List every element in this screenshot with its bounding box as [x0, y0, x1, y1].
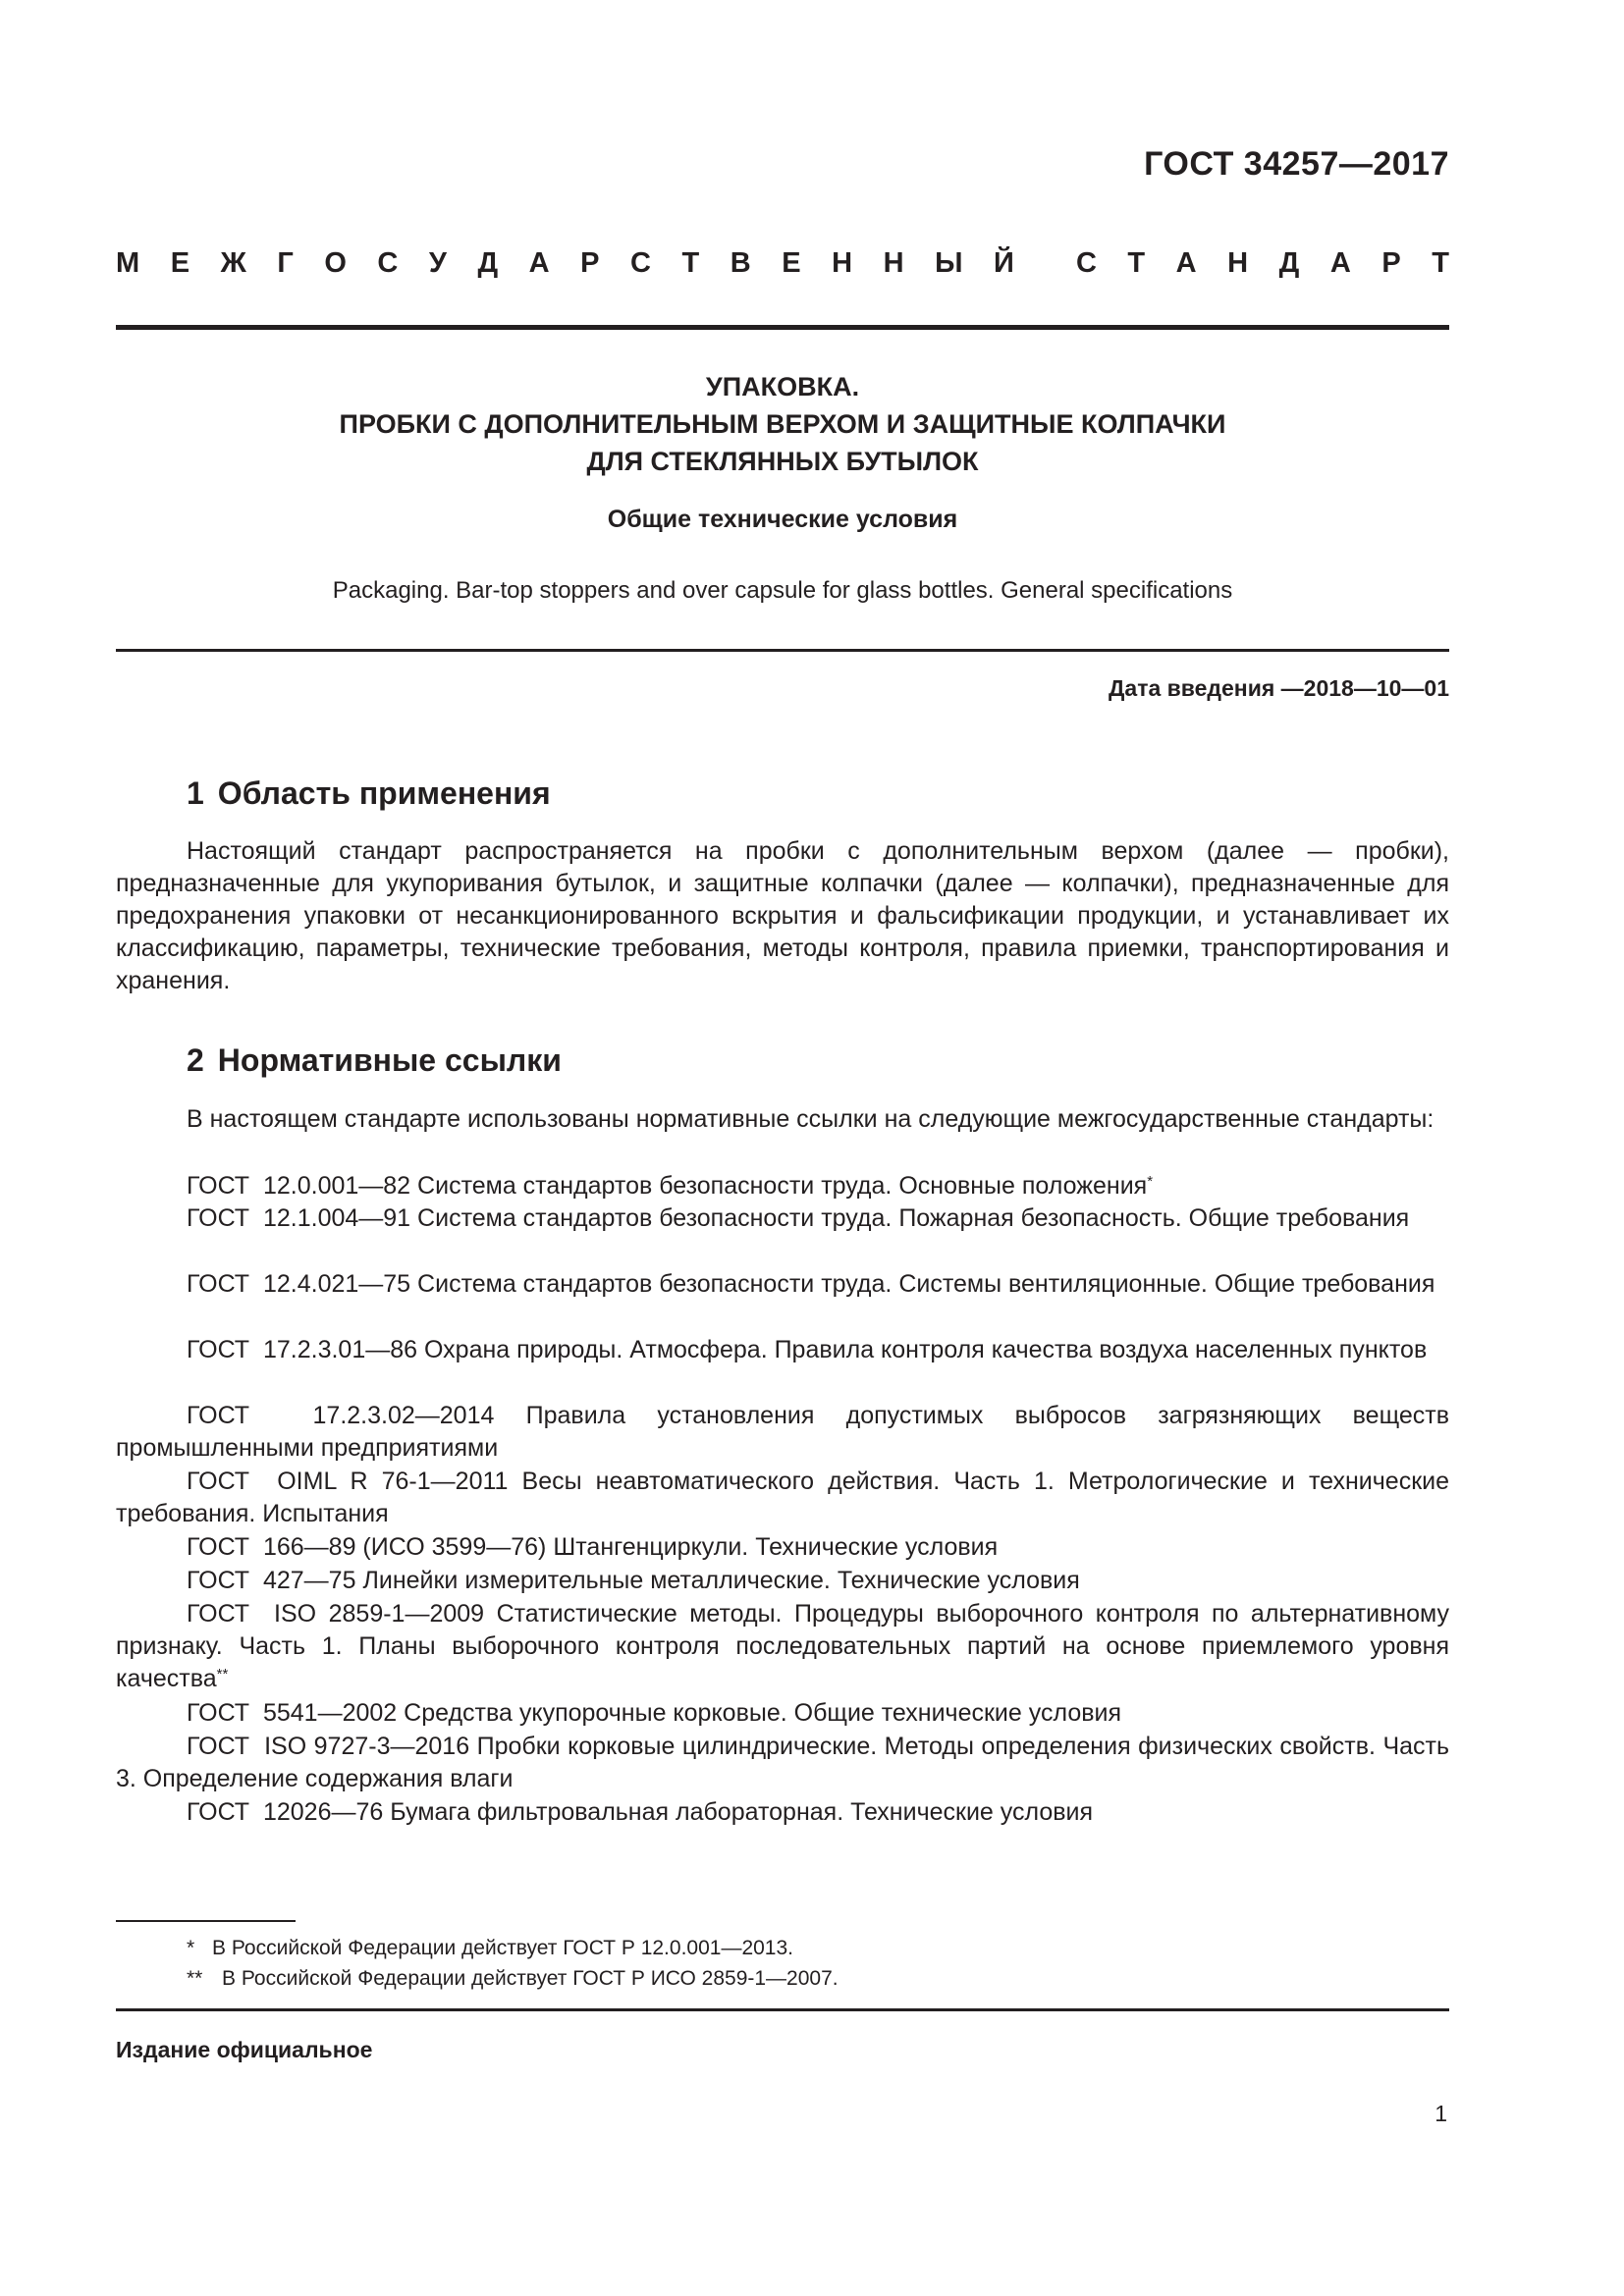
reference-title: Система стандартов безопасности труда. Системы вентиляционные. Общие требования: [417, 1270, 1435, 1298]
title-line-2: ПРОБКИ С ДОПОЛНИТЕЛЬНЫМ ВЕРХОМ И ЗАЩИТНЫЕ КОЛПАЧКИ: [339, 409, 1226, 439]
section-2-title: Нормативные ссылки: [217, 1042, 562, 1078]
document-title: [116, 368, 1449, 480]
banner-letter: С: [630, 247, 651, 279]
footnote-marker: *: [1147, 1173, 1154, 1190]
reference-code: ГОСТ 12.1.004—91: [187, 1204, 411, 1232]
section-1-paragraph: [116, 835, 1449, 997]
reference-code: ГОСТ OIML R 76-1—2011: [187, 1468, 509, 1495]
banner-letter: С: [377, 247, 399, 279]
banner-letter: Н: [1227, 247, 1249, 279]
banner-letter: Д: [1278, 247, 1300, 279]
reference-code: ГОСТ 12.4.021—75: [187, 1270, 411, 1298]
footnote-2-mark: **: [187, 1967, 203, 1990]
banner-letter: Т: [681, 247, 700, 279]
banner-letter: Е: [782, 247, 801, 279]
reference-item: [116, 1400, 1449, 1465]
banner-letter: Ж: [220, 247, 246, 279]
reference-code: ГОСТ 17.2.3.01—86: [187, 1336, 418, 1363]
banner-letter: А: [1175, 247, 1197, 279]
footnote-1-text: В Российской Федерации действует ГОСТ Р 12.0.001—2013.: [212, 1937, 793, 1959]
reference-title: Система стандартов безопасности труда. Пожарная безопасность. Общие требования: [417, 1204, 1410, 1232]
reference-item: [116, 1565, 1449, 1597]
reference-title: Линейки измерительные металлические. Технические условия: [362, 1567, 1080, 1594]
reference-code: ГОСТ 12026—76: [187, 1798, 384, 1826]
footnote-marker: **: [216, 1666, 229, 1682]
reference-title: Средства укупорочные корковые. Общие технические условия: [404, 1699, 1122, 1727]
reference-code: ГОСТ ISO 9727-3—2016: [187, 1733, 470, 1760]
section-1-heading: [187, 775, 551, 812]
reference-item: [116, 1170, 1449, 1202]
banner-letter: А: [1329, 247, 1351, 279]
footnote-2-text: В Российской Федерации действует ГОСТ Р ИСО 2859-1—2007.: [222, 1967, 839, 1990]
reference-title: Весы неавтоматического действия. Часть 1. Метрологические и технические требования. Испытания: [116, 1468, 1449, 1527]
banner-letter: Н: [883, 247, 904, 279]
banner-letter: Р: [580, 247, 600, 279]
reference-item: [116, 1598, 1449, 1695]
section-1-text: Настоящий стандарт распространяется на пробки с дополнительным верхом (далее — пробки), предназначенные для укупоривания бутылок, и защитные колпачки (далее — колпачки), предназначенные для предохранения упаковки от несанкционированного вскрытия и фальсификации продукции, и устанавливает их классификацию, параметры, технические требования, методы контроля, правила приемки, транспортирования и хранения.: [116, 837, 1449, 994]
reference-item: [116, 1731, 1449, 1795]
page-number: 1: [1435, 2101, 1447, 2126]
banner-letter: Н: [832, 247, 853, 279]
reference-item: [116, 1202, 1449, 1235]
reference-code: ГОСТ 427—75: [187, 1567, 356, 1594]
english-title: Packaging. Bar-top stoppers and over capsule for glass bottles. General specifications: [332, 577, 1233, 604]
section-2-number: 2: [187, 1042, 204, 1078]
reference-title: Пробки корковые цилиндрические. Методы определения физических свойств. Часть 3. Определение содержания влаги: [116, 1733, 1449, 1792]
reference-code: ГОСТ ISO 2859-1—2009: [187, 1600, 485, 1628]
banner-letter: Ы: [935, 247, 963, 279]
footnote-1-mark: *: [187, 1937, 195, 1959]
document-subtitle: Общие технические условия: [607, 506, 958, 533]
reference-title: Правила установления допустимых выбросов загрязняющих веществ промышленными предприятиями: [116, 1402, 1450, 1462]
reference-title: Статистические методы. Процедуры выборочного контроля по альтернативному признаку. Часть 1. Планы выборочного контроля последовательных партий на основе приемлемого уровня качества: [116, 1600, 1450, 1692]
banner-letter: Й: [994, 247, 1014, 279]
banner-letter: Е: [170, 247, 190, 279]
footer-rule: [116, 2008, 1449, 2011]
official-edition-label: Издание официальное: [116, 2037, 373, 2062]
title-rule: [116, 649, 1449, 652]
reference-item: [116, 1531, 1449, 1564]
section-1-title: Область применения: [217, 775, 551, 811]
banner-letter: Р: [1381, 247, 1401, 279]
reference-item: [116, 1796, 1449, 1829]
section-2-heading: [187, 1042, 562, 1079]
reference-item: [116, 1466, 1449, 1530]
reference-item: [116, 1334, 1449, 1366]
interstate-standard-banner: [116, 247, 1449, 280]
reference-title: Штангенциркули. Технические условия: [553, 1533, 999, 1561]
footnote-2: [187, 1967, 839, 1991]
section-2-intro-text: В настоящем стандарте использованы нормативные ссылки на следующие межгосударственные стандарты:: [187, 1105, 1435, 1133]
reference-item: [116, 1697, 1449, 1730]
reference-title: Охрана природы. Атмосфера. Правила контроля качества воздуха населенных пунктов: [424, 1336, 1428, 1363]
reference-code: ГОСТ 12.0.001—82: [187, 1172, 411, 1200]
reference-code: ГОСТ 5541—2002: [187, 1699, 398, 1727]
introduction-date: Дата введения —2018—10—01: [1109, 675, 1449, 701]
banner-letter: О: [324, 247, 347, 279]
banner-letter: В: [730, 247, 751, 279]
reference-title: Бумага фильтровальная лабораторная. Технические условия: [390, 1798, 1094, 1826]
banner-letter: А: [528, 247, 550, 279]
footnote-separator: [116, 1920, 296, 1922]
banner-letter: Т: [1432, 247, 1449, 279]
standard-number: ГОСТ 34257—2017: [1144, 145, 1449, 183]
banner-letter: Т: [1127, 247, 1146, 279]
banner-letter: Д: [477, 247, 499, 279]
header-rule: [116, 325, 1449, 330]
banner-letter: Г: [277, 247, 294, 279]
reference-code: ГОСТ 166—89 (ИСО 3599—76): [187, 1533, 547, 1561]
banner-letter: М: [116, 247, 140, 279]
section-1-number: 1: [187, 775, 204, 811]
reference-code: ГОСТ 17.2.3.02—2014: [187, 1402, 495, 1429]
banner-letter: С: [1075, 247, 1097, 279]
banner-letter: У: [428, 247, 447, 279]
reference-item: [116, 1268, 1449, 1301]
footnote-1: [187, 1937, 793, 1960]
reference-title: Система стандартов безопасности труда. Основные положения: [417, 1172, 1148, 1200]
section-2-intro: [116, 1103, 1449, 1136]
title-line-3: ДЛЯ СТЕКЛЯННЫХ БУТЫЛОК: [586, 447, 979, 476]
title-line-1: УПАКОВКА.: [705, 372, 860, 401]
